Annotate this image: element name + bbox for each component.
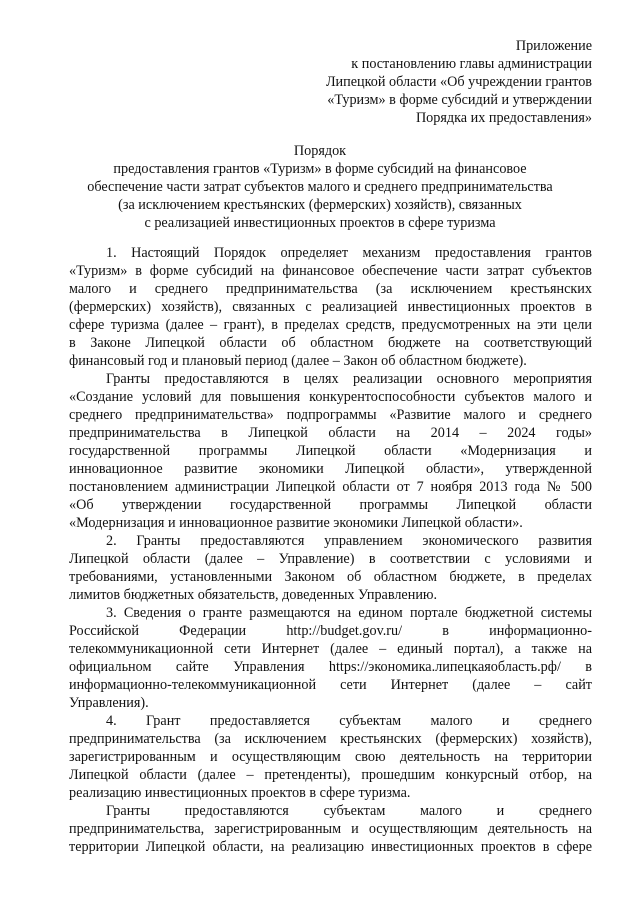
- body-line: «Туризм» в форме субсидий на финансовое обеспечение части затрат субъектов: [69, 263, 592, 279]
- body-line: Гранты предоставляются субъектам малого и среднего: [106, 803, 592, 819]
- body-line: [0, 586, 640, 604]
- body-line: [0, 694, 640, 712]
- body-text: лимитов бюджетных обязательств, доведенных Управлению.: [69, 587, 438, 603]
- body-line: предпринимательства в Липецкой области на 2014 – 2024 годы»: [69, 425, 592, 441]
- subtitle-text: обеспечение части затрат субъектов малого и среднего предпринимательства: [87, 179, 553, 195]
- appendix-line: [0, 109, 640, 127]
- body-line: требованиями, установленными Законом об областном бюджете, в пределах: [69, 569, 592, 585]
- appendix-line: [0, 91, 640, 109]
- body-line: предпринимательства, зарегистрированным и осуществляющим деятельность на: [69, 821, 592, 837]
- body-line: постановлением администрации Липецкой области от 7 ноября 2013 года № 500: [69, 479, 592, 495]
- appendix-line: [0, 37, 640, 55]
- body-line: сфере туризма (далее – грант), в пределах средств, предусмотренных на эти цели: [69, 317, 592, 333]
- body-line: в Законе Липецкой области об областном бюджете на соответствующий: [69, 335, 592, 351]
- body-line: информационно-телекоммуникационной сети Интернет (далее – сайт: [69, 677, 592, 693]
- body-line: 2. Гранты предоставляются управлением экономического развития: [106, 533, 592, 549]
- body-line: Липецкой области (далее – претенденты), прошедшим конкурсный отбор, на: [69, 767, 592, 783]
- body-line: предпринимательства (за исключением крестьянских (фермерских) хозяйств),: [69, 731, 592, 747]
- body-line: Липецкой области (далее – Управление) в соответствии с условиями и: [69, 551, 592, 567]
- subtitle-line: [0, 178, 640, 196]
- subtitle-line: [0, 160, 640, 178]
- body-text: «Модернизация и инновационное развитие экономики Липецкой области».: [69, 515, 523, 531]
- appendix-text: Порядка их предоставления»: [415, 110, 592, 126]
- subtitle-line: [0, 214, 640, 232]
- body-text: финансовый год и плановый период (далее – Закон об областном бюджете).: [69, 353, 527, 369]
- body-line: «Об утверждении государственной программы Липецкой области: [69, 497, 592, 513]
- body-line: инновационное развитие экономики Липецкой области», утвержденной: [69, 461, 592, 477]
- body-line: (фермерских) хозяйств), связанных с реализацией инвестиционных проектов в: [69, 299, 592, 315]
- appendix-line: [0, 55, 640, 73]
- subtitle-line: [0, 196, 640, 214]
- body-line: малого и среднего предпринимательства (за исключением крестьянских: [69, 281, 592, 297]
- body-text: Управления).: [69, 695, 149, 711]
- subtitle-text: (за исключением крестьянских (фермерских) хозяйств), связанных: [118, 197, 522, 213]
- body-line: среднего предпринимательства» подпрограммы «Развитие малого и среднего: [69, 407, 592, 423]
- body-line: телекоммуникационной сети Интернет (далее – единый портал), а также на: [69, 641, 592, 657]
- appendix-text: к постановлению главы администрации: [351, 56, 592, 72]
- appendix-text: «Туризм» в форме субсидий и утверждении: [327, 92, 592, 108]
- appendix-text: Липецкой области «Об учреждении грантов: [325, 74, 592, 90]
- body-line: [0, 352, 640, 370]
- body-line: 4. Грант предоставляется субъектам малого и среднего: [106, 713, 592, 729]
- body-line: 1. Настоящий Порядок определяет механизм предоставления грантов: [106, 245, 592, 261]
- subtitle-text: предоставления грантов «Туризм» в форме субсидий на финансовое: [113, 161, 527, 177]
- appendix-text: Приложение: [515, 38, 592, 54]
- body-line: [0, 514, 640, 532]
- body-line: зарегистрированным и осуществляющим свою деятельность на территории: [69, 749, 592, 765]
- body-text: реализацию инвестиционных проектов в сфере туризма.: [69, 785, 411, 801]
- body-line: «Создание условий для повышения конкурентоспособности субъектов малого и: [69, 389, 592, 405]
- title-text: Порядок: [293, 143, 347, 159]
- appendix-line: [0, 73, 640, 91]
- body-line: [0, 784, 640, 802]
- document-title: [0, 142, 640, 160]
- body-line: Российской Федерации http://budget.gov.ru/ в информационно-: [69, 623, 592, 639]
- body-line: государственной программы Липецкой области «Модернизация и: [69, 443, 592, 459]
- subtitle-text: с реализацией инвестиционных проектов в сфере туризма: [144, 215, 496, 231]
- body-line: официальном сайте Управления https://экономика.липецкаяобласть.рф/ в: [69, 659, 592, 675]
- body-line: 3. Сведения о гранте размещаются на едином портале бюджетной системы: [106, 605, 592, 621]
- body-line: Гранты предоставляются в целях реализации основного мероприятия: [106, 371, 592, 387]
- body-line: территории Липецкой области, на реализацию инвестиционных проектов в сфере: [69, 839, 592, 855]
